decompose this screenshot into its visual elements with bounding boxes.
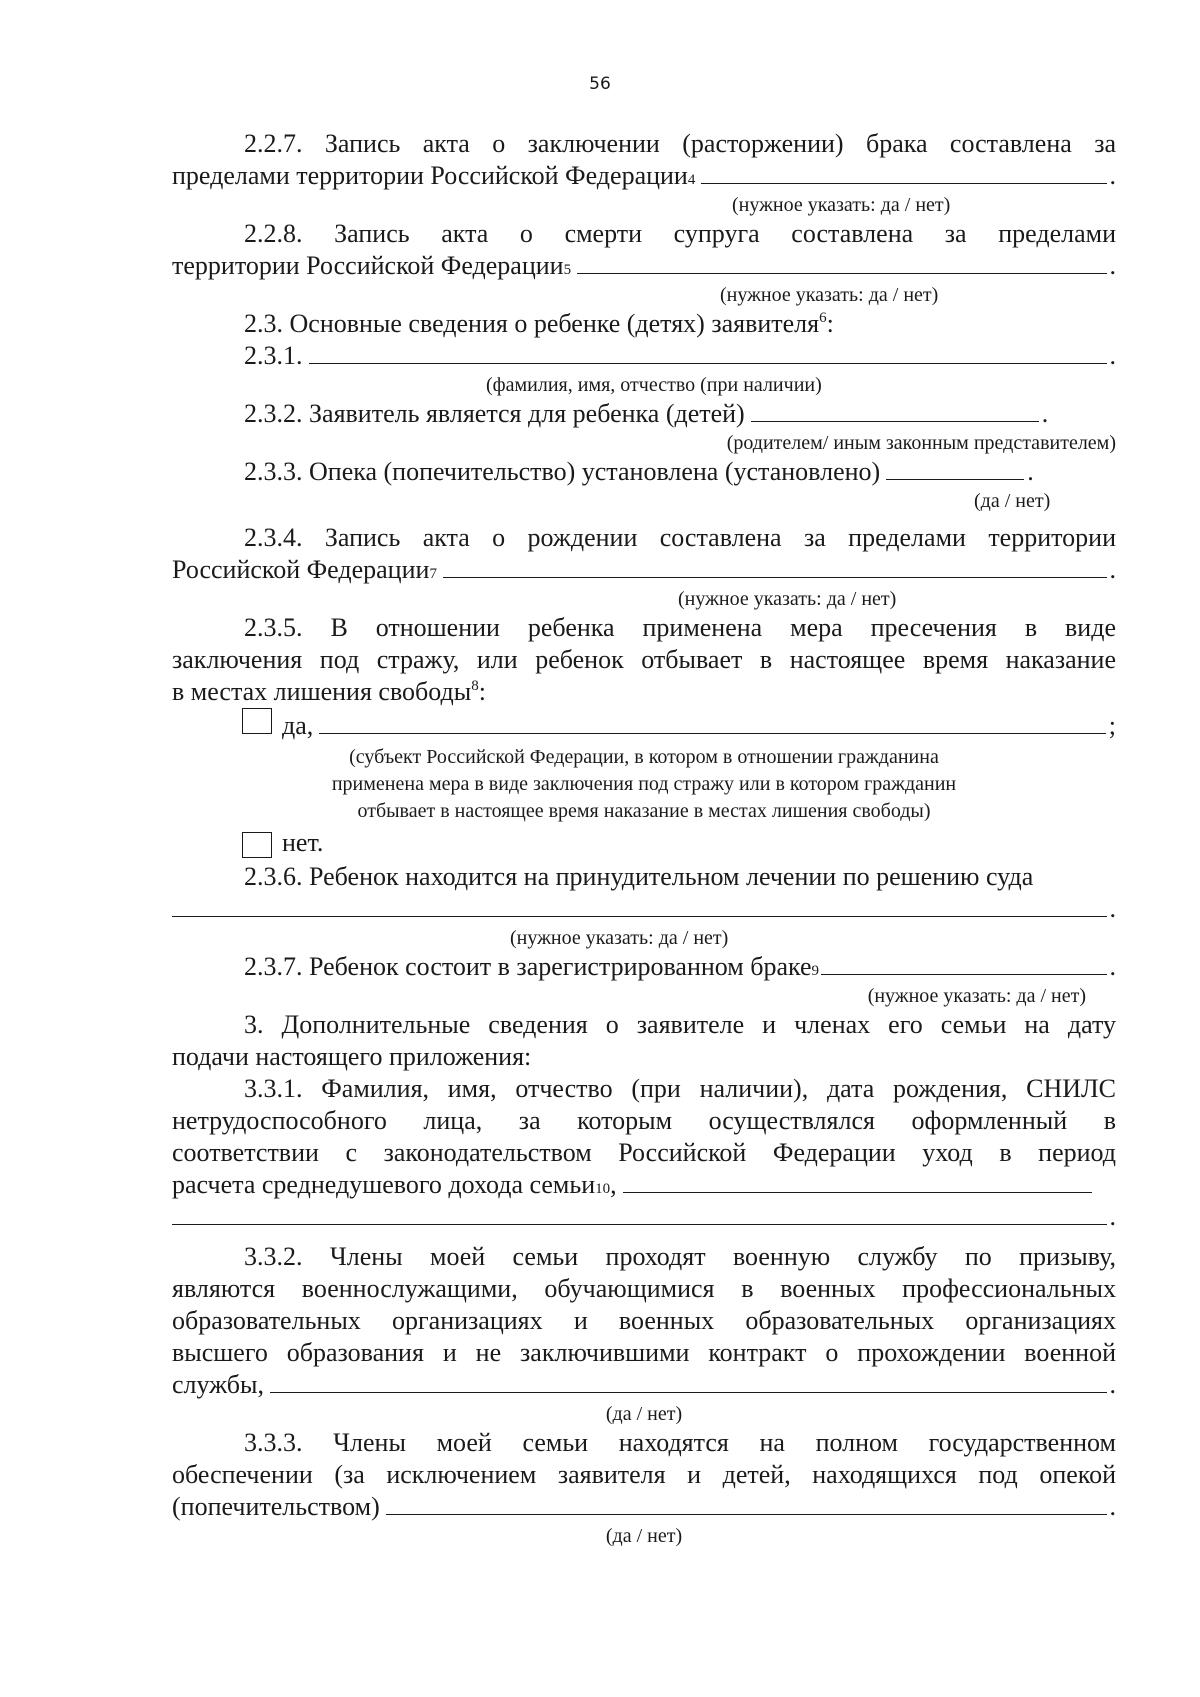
p236-hint: (нужное указать: да / нет) (510, 927, 729, 949)
p331-line4: расчета среднедушевого дохода семьи 10 , (172, 1169, 1116, 1201)
p235-line1: 2.3.5. В отношении ребенка применена мера пресечения в виде (244, 613, 1116, 642)
p227-answer-field[interactable] (701, 163, 1106, 184)
p332-answer-field[interactable] (270, 1372, 1107, 1393)
page-number: 56 (589, 74, 611, 94)
form-content (172, 128, 1116, 1549)
p228-answer-field[interactable] (577, 253, 1106, 274)
p235-yes-row: да, ; (172, 708, 1116, 744)
footnote-ref: 6 (819, 310, 827, 326)
p227-line2: пределами территории Российской Федерации 4 . (172, 161, 1116, 190)
p233-hint: (да / нет) (974, 490, 1051, 512)
p237-answer-field[interactable] (821, 954, 1106, 975)
p232-line: 2.3.2. Заявитель является для ребенка (детей) . (244, 399, 1049, 428)
no-label: нет. (282, 828, 324, 857)
p236-line2: . (172, 893, 1116, 925)
p332-line2: являются военнослужащими, обучающимися в военных профессиональных (172, 1274, 1116, 1303)
p332-hint: (да / нет) (605, 1403, 683, 1425)
p332-line4: высшего образования и не заключившими контракт о прохождении военной (172, 1338, 1116, 1367)
p235-line2: заключения под стражу, или ребенок отбывает в настоящее время наказание (172, 645, 1116, 674)
p231-line: 2.3.1. . (244, 341, 1116, 370)
p227-line1: 2.2.7. Запись акта о заключении (расторжении) брака составлена за (244, 129, 1116, 158)
p235-hint1: (субъект Российской Федерации, в котором в отношении гражданина (349, 746, 939, 768)
p3-line2: подачи настоящего приложения: (172, 1042, 532, 1071)
p235-hint3: отбывает в настоящее время наказание в местах лишения свободы) (357, 800, 931, 822)
p227-hint: (нужное указать: да / нет) (732, 194, 951, 216)
p234-line2: Российской Федерации 7 . (172, 555, 1116, 584)
p235-line3: в местах лишения свободы$^8$: (172, 677, 486, 706)
footnote-ref: 8 (471, 678, 479, 694)
p333-line3: (попечительством) . (172, 1492, 1116, 1521)
p228-line1: 2.2.8. Запись акта о смерти супруга составлена за пределами (244, 219, 1116, 248)
p332-line3: образовательных организациях и военных образовательных организациях (172, 1306, 1116, 1335)
p23-heading: 2.3. Основные сведения о ребенке (детях) заявителя$^6$: (244, 309, 834, 338)
p3-line1: 3. Дополнительные сведения о заявителе и членах его семьи на дату (244, 1010, 1116, 1039)
p331-line5: . (172, 1201, 1116, 1233)
p332-line5: службы, . (172, 1370, 1116, 1399)
p333-line1: 3.3.3. Члены моей семьи находятся на полном государственном (244, 1428, 1116, 1457)
p333-hint: (да / нет) (605, 1525, 683, 1547)
no-checkbox[interactable] (242, 832, 272, 858)
p235-hint2: применена мера в виде заключения под стражу или в котором гражданин (331, 773, 957, 795)
p236-line1: 2.3.6. Ребенок находится на принудительном лечении по решению суда (244, 862, 1034, 891)
p231-hint: (фамилия, имя, отчество (при наличии) (486, 374, 822, 396)
p237-hint: (нужное указать: да / нет) (867, 985, 1086, 1007)
p228-line2: территории Российской Федерации 5 . (172, 251, 1116, 280)
p228-hint: (нужное указать: да / нет) (720, 284, 939, 306)
p234-answer-field[interactable] (443, 557, 1107, 578)
yes-checkbox[interactable] (242, 708, 272, 734)
p233-answer-field[interactable] (886, 459, 1024, 480)
p333-line2: обеспечении (за исключением заявителя и детей, находящихся под опекой (172, 1460, 1116, 1489)
p235-region-field[interactable] (319, 713, 1105, 734)
p235-no-row (172, 825, 1116, 861)
p331-line1: 3.3.1. Фамилия, имя, отчество (при наличии), дата рождения, СНИЛС (244, 1074, 1116, 1103)
p234-line1: 2.3.4. Запись акта о рождении составлена за пределами территории (244, 523, 1116, 552)
yes-label: да, (282, 711, 314, 740)
p231-name-field[interactable] (309, 343, 1107, 364)
p331-person-field-cont[interactable] (172, 1204, 1107, 1225)
p236-answer-field[interactable] (172, 896, 1107, 917)
p331-person-field[interactable] (623, 1172, 1092, 1193)
p232-status-field[interactable] (751, 401, 1039, 422)
p233-line: 2.3.3. Опека (попечительство) установлена (установлено) . (244, 457, 1034, 486)
p331-line2: нетрудоспособного лица, за которым осуществлялся оформленный в (172, 1106, 1116, 1135)
p237-line: 2.3.7. Ребенок состоит в зарегистрированном браке 9 . (244, 952, 1116, 981)
p331-line3: соответствии с законодательством Российской Федерации уход в период (172, 1138, 1116, 1167)
p333-answer-field[interactable] (386, 1494, 1107, 1515)
p332-line1: 3.3.2. Члены моей семьи проходят военную службу по призыву, (244, 1242, 1116, 1271)
p234-hint: (нужное указать: да / нет) (678, 588, 897, 610)
p232-hint: (родителем/ иным законным представителем) (726, 432, 1116, 454)
